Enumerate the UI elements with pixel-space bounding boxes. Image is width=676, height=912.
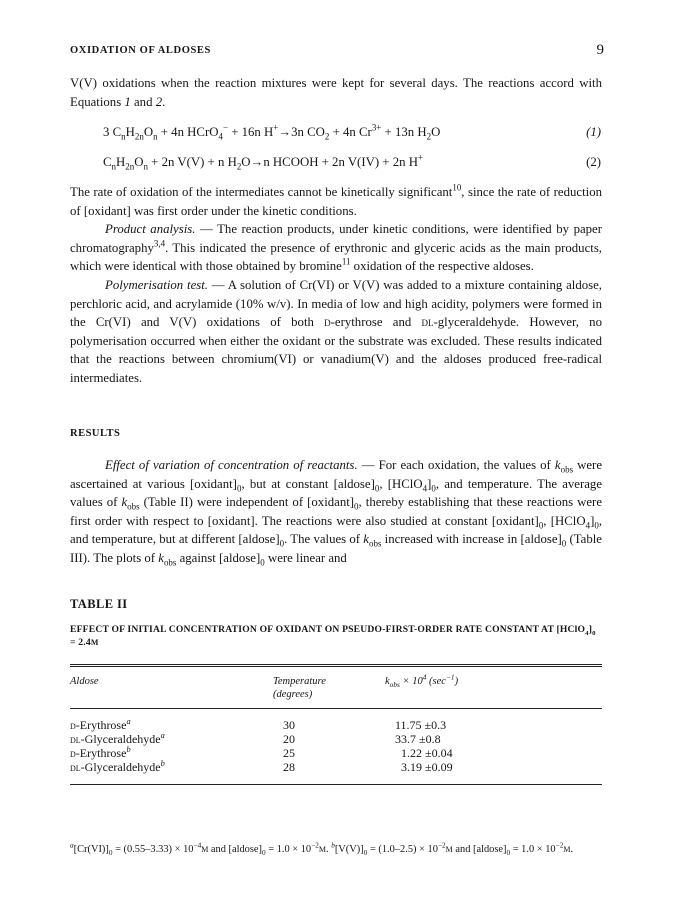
intro-paragraph: V(V) oxidations when the reaction mixtures were kept for several days. The reactions accord with Equations 1 and 2. — [70, 76, 602, 109]
running-head — [70, 42, 604, 60]
header-temperature-unit: (degrees) — [273, 689, 313, 700]
cell-temperature: 20 — [283, 732, 295, 746]
cell-k: 33.7 ±0.8 — [395, 732, 441, 746]
page-number: 9 — [596, 42, 604, 58]
table-label: TABLE II — [70, 597, 128, 611]
equation-1-number: (1) — [586, 125, 601, 139]
equation-2-number: (2) — [586, 155, 601, 169]
table-header-rule — [70, 708, 602, 709]
cell-temperature: 30 — [283, 718, 295, 732]
effect-lead: Effect of variation of concentration of reactants. — [105, 458, 358, 472]
table-top-rule-2 — [70, 666, 602, 667]
equation-1: 3 $C_nH_{2n}O_n + 4n$ HCrO$_4$− + 16n H+→3n $CO_2 + 4n$ $Cr^{3+} + 13n$ $H_2O$ (1) — [103, 122, 601, 142]
cell-k: 11.75 ±0.3 — [395, 718, 447, 732]
table-top-rule — [70, 664, 602, 665]
running-head-title: OXIDATION OF ALDOSES — [70, 45, 211, 56]
cell-aldose: d-Erythrose$^b$ — [70, 745, 131, 760]
cell-temperature: 25 — [283, 746, 295, 760]
rate-paragraph: The rate of oxidation of the intermediates cannot be kinetically significant$^{10}$, since the rate of reduction of [oxidant] was first order under the kinetic conditions. Product analysis. — The reaction products, under kinetic conditions, were identified by paper chromatography$^{3,4}$. This indicated the presence of erythronic and glyceric acids as the main products, which were identical with those obtained by bromine$^{11}$ oxidation of the respective aldoses. Polymerisation test. — A solution of Cr(VI) or V(V) was added to a mixture containing aldose, perchloric acid, and acrylamide (10% w/v). In media of low and high acidity, polymers were formed in the Cr(VI) and V(V) oxidations of both d-erythrose and dl-glyceraldehyde. However, no polymerisation occurred when either the oxidant or the substrate was excluded. These results indicated that the reactions between chromium(VI) or vanadium(V) and the aldoses produced free-radical intermediates. — [70, 182, 602, 385]
header-k: $k_{obs} \times 10^4$ $(\sec^{-1})$ — [385, 672, 459, 690]
table-row — [0, 732, 676, 746]
polymerisation-lead: Polymerisation test. — [105, 277, 208, 292]
cell-aldose: dl-Glyceraldehyde$^b$ — [70, 759, 165, 774]
header-temperature — [273, 675, 326, 701]
product-analysis-lead: Product analysis. — [105, 222, 196, 237]
header-aldose: Aldose — [70, 676, 99, 687]
effect-paragraph: Effect of variation of concentration of reactants. — For each oxidation, the values of $k_{obs}$ were ascertained at various $[oxidant]_0$, but at constant $[aldose]_0$, $[HClO_4]_0$, and temperature. The average values of $k_{obs}$ (Table II) were independent of $[oxidant]_0$, thereby establishing that these reactions were first order with respect to [oxidant]. The reactions were also studied at constant $[oxidant]_0$, $[HClO_4]_0$, and temperature, but at different $[aldose]_0$. The values of $k_{obs}$ increased with increase in $[aldose]_0$ (Table III). The plots of $k_{obs}$ against $[aldose]_0$ were linear and — [70, 458, 603, 568]
cell-aldose: d-Erythrose$^a$ — [70, 717, 131, 732]
results-heading: RESULTS — [70, 428, 121, 439]
equation-2: $C_nH_{2n}O_n + 2n$ V(V) + n $H_2O\to n$ HCOOH + 2n V(IV) + 2n H+ (2) — [103, 152, 601, 172]
table-footnote: $^a[Cr(VI)]_0 = (0.55-3.33) \times 10^{-4}M$ and $[aldose]_0 = 1.0 \times 10^{-2}M$. $^b[V(V)]_0 = (1.0-2.5) \times 10^{-2}M$ and $[aldose]_0 = 1.0 \times 10^{-2}M$. — [70, 841, 574, 858]
table-row — [0, 760, 676, 774]
cell-aldose: dl-Glyceraldehyde$^a$ — [70, 731, 165, 746]
table-row — [0, 746, 676, 760]
table-bottom-rule — [70, 784, 602, 785]
cell-temperature: 28 — [283, 760, 295, 774]
table-row — [0, 718, 676, 732]
cell-k: 3.19 ±0.09 — [401, 760, 453, 774]
cell-k: 1.22 ±0.04 — [401, 746, 453, 760]
table-caption: EFFECT OF INITIAL CONCENTRATION OF OXIDANT ON PSEUDO-FIRST-ORDER RATE CONSTANT AT $[HClO_4]_0 = 2.4M$ — [70, 624, 596, 648]
header-temperature-label: Temperature — [273, 676, 326, 687]
